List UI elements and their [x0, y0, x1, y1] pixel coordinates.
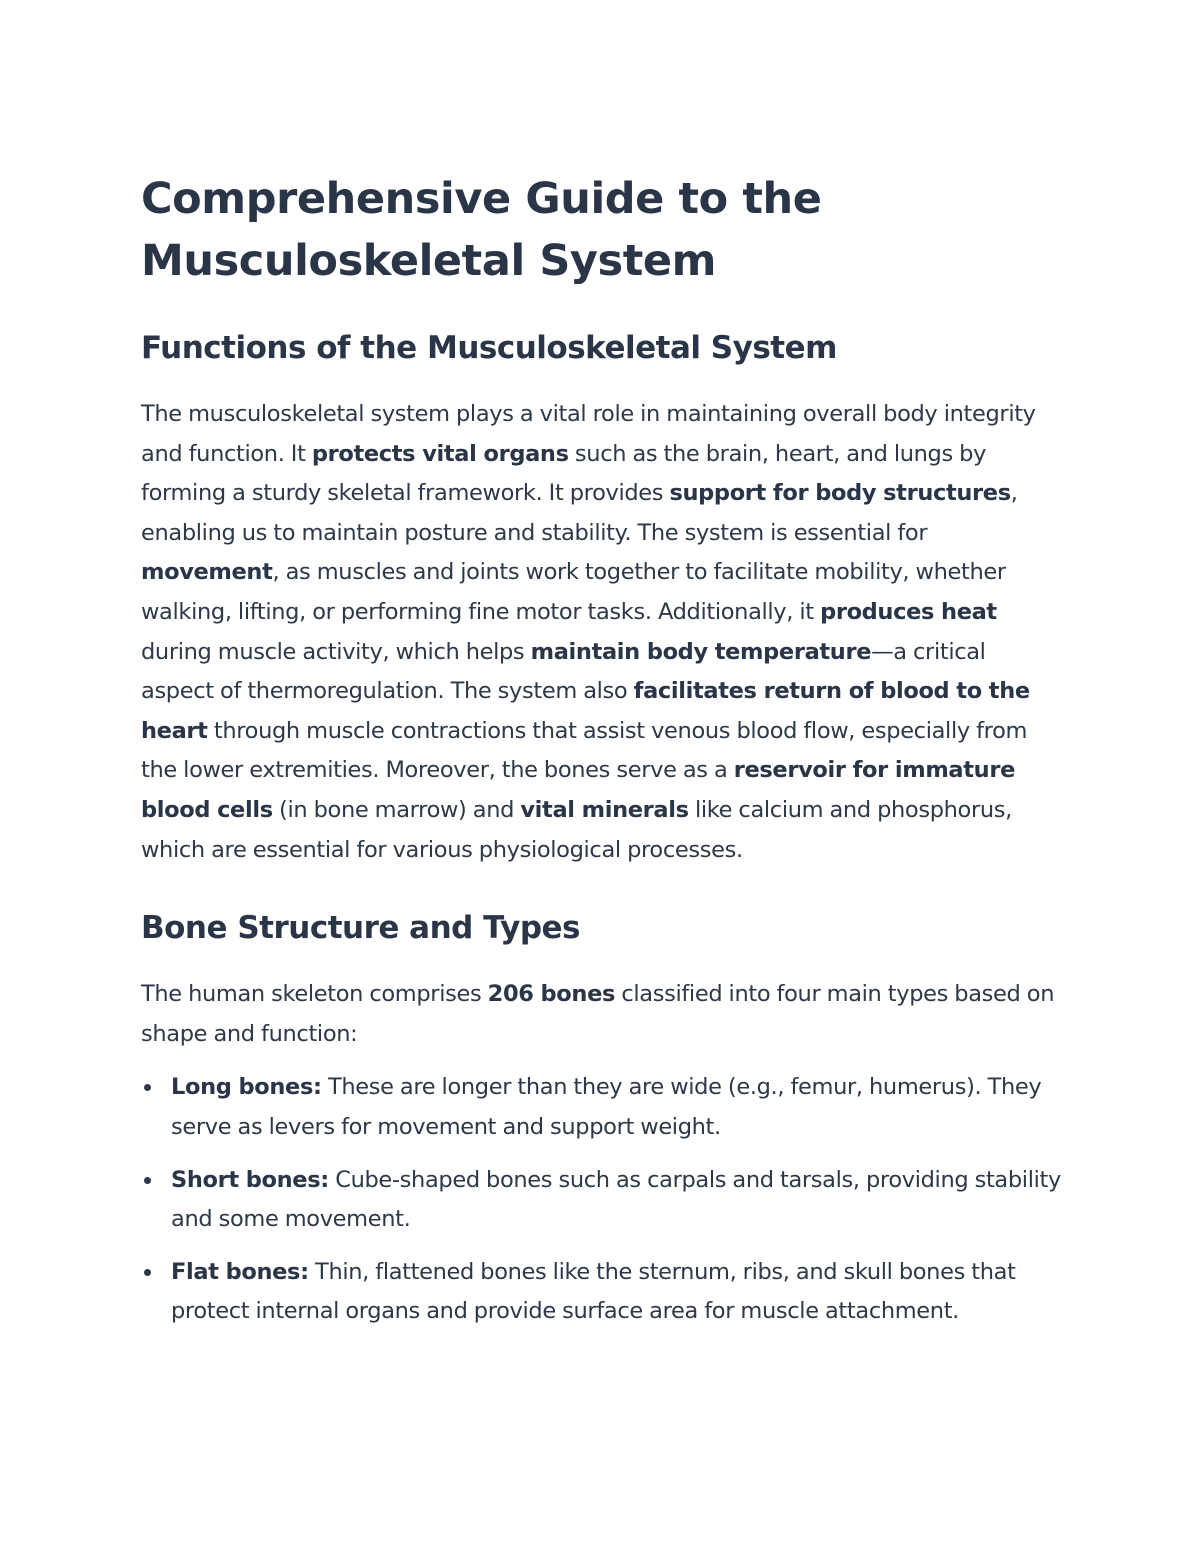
bold-run: protects vital organs: [311, 440, 569, 467]
text-run: through muscle contractions that assist venous blood flow, especially from the lower extremities. Moreover, the bones serve as a: [141, 717, 1028, 784]
list-item-term: Short bones:: [171, 1166, 329, 1193]
list-item-term: Long bones:: [171, 1074, 322, 1101]
list-item-term: Flat bones:: [171, 1258, 309, 1285]
text-run: —a critical aspect of thermoregulation. The system also: [141, 638, 986, 705]
document-title: Comprehensive Guide to the Musculoskeletal System: [141, 174, 822, 286]
list-item-short-bones: [141, 1161, 1063, 1240]
text-run: such as the brain, heart, and lungs by forming a sturdy skeletal framework. It provides: [141, 440, 987, 507]
text-run: , enabling us to maintain posture and stability. The system is essential for: [141, 480, 1018, 546]
text-run: , as muscles and joints work together to facilitate mobility, whether walking, lifting, or performing fine motor tasks. Additionally, it: [141, 559, 1006, 625]
list-item-flat-bones: [141, 1253, 1063, 1332]
text-run: during muscle activity, which helps: [141, 638, 531, 665]
text-run: The musculoskeletal system plays a vital role in maintaining overall body integrity and function. It: [141, 401, 1036, 467]
text-run: (in bone marrow) and: [272, 796, 521, 823]
text-run: The human skeleton comprises: [141, 981, 488, 1008]
list-item-desc: These are longer than they are wide (e.g., femur, humerus). They serve as levers for movement and support weight.: [171, 1074, 1042, 1140]
bullet-dot: [144, 1269, 151, 1276]
bone-types-intro: [141, 975, 1063, 1054]
bold-run: produces heat: [820, 598, 997, 625]
section-heading-functions: Functions of the Musculoskeletal System: [141, 330, 837, 366]
list-item-desc: Cube-shaped bones such as carpals and tarsals, providing stability and some movement.: [171, 1166, 1061, 1233]
bone-types-list: [141, 1068, 1063, 1332]
bullet-dot: [144, 1084, 151, 1091]
bold-run: 206 bones: [487, 981, 616, 1008]
bold-run: reservoir for immature blood cells: [141, 757, 1015, 823]
bold-run: maintain body temperature: [530, 638, 872, 665]
list-item-desc: Thin, flattened bones like the sternum, ribs, and skull bones that protect internal organs and provide surface area for muscle attachment.: [171, 1258, 1016, 1325]
bold-run: movement: [141, 559, 273, 586]
text-run: like calcium and phosphorus, which are essential for various physiological processes.: [141, 796, 1012, 863]
document-page: [141, 168, 1063, 1345]
bold-run: support for body structures: [669, 480, 1011, 507]
bold-run: facilitates return of blood to the heart: [141, 678, 1030, 744]
bullet-dot: [144, 1177, 151, 1184]
list-item-long-bones: [141, 1068, 1063, 1147]
functions-paragraph: [141, 395, 1063, 870]
section-heading-bone-types: Bone Structure and Types: [141, 910, 580, 947]
text-run: classified into four main types based on shape and function:: [141, 981, 1055, 1047]
bold-run: vital minerals: [520, 796, 689, 823]
